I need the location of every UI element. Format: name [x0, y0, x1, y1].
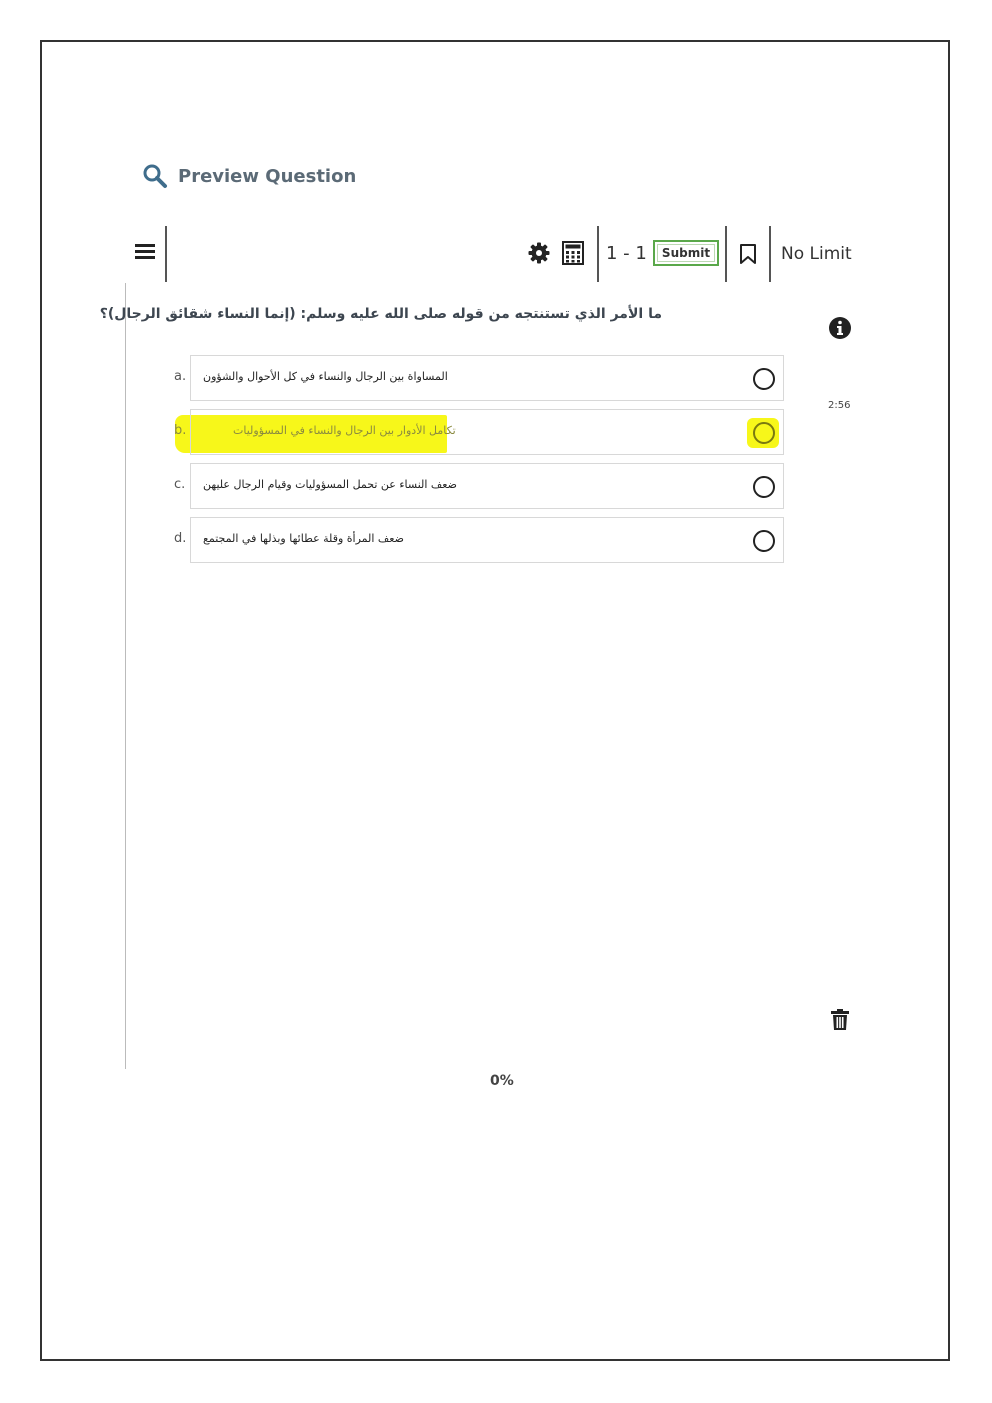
option-letter: b.: [174, 423, 187, 438]
option-letter: a.: [174, 369, 187, 384]
hamburger-icon[interactable]: [134, 240, 156, 266]
answer-option-c[interactable]: [172, 463, 784, 509]
radio-button[interactable]: [753, 368, 775, 390]
option-text: المساواة بين الرجال والنساء في كل الأحوال والشؤون: [203, 370, 448, 383]
radio-button[interactable]: [753, 530, 775, 552]
option-letter: d.: [174, 531, 187, 546]
option-letter: c.: [174, 477, 186, 492]
content-left-border: [125, 283, 126, 1069]
gear-icon[interactable]: [528, 242, 550, 268]
toolbar-divider: [725, 226, 727, 282]
option-box[interactable]: [190, 463, 784, 509]
option-box[interactable]: [190, 517, 784, 563]
option-text: ضعف النساء عن تحمل المسؤوليات وقيام الرجال عليهن: [203, 478, 457, 491]
trash-icon[interactable]: [830, 1009, 850, 1035]
time-limit-label: No Limit: [781, 244, 852, 264]
option-text: ضعف المرأة وقلة عطائها وبذلها في المجتمع: [203, 532, 404, 545]
question-text: ما الأمر الذي تستنتجه من قوله صلى الله عليه وسلم: (إنما النساء شقائق الرجال)؟: [99, 306, 662, 322]
page-header: [142, 163, 356, 189]
radio-button[interactable]: [753, 476, 775, 498]
toolbar-divider: [165, 226, 167, 282]
submit-button[interactable]: Submit: [653, 240, 719, 266]
search-icon: [142, 163, 168, 189]
toolbar-divider: [597, 226, 599, 282]
bookmark-icon[interactable]: [739, 244, 757, 268]
option-box[interactable]: [190, 355, 784, 401]
answer-option-a[interactable]: [172, 355, 784, 401]
radio-button[interactable]: [753, 422, 775, 444]
question-counter: 1 - 1: [606, 243, 647, 264]
answer-option-d[interactable]: [172, 517, 784, 563]
page-title: Preview Question: [178, 165, 357, 187]
option-box[interactable]: [190, 409, 784, 455]
answer-option-b[interactable]: [172, 409, 784, 455]
calculator-icon[interactable]: [562, 241, 584, 269]
timer: 2:56: [828, 400, 851, 411]
option-text: تكامل الأدوار بين الرجال والنساء في المسؤوليات: [233, 424, 456, 437]
toolbar-divider: [769, 226, 771, 282]
info-icon[interactable]: [828, 316, 852, 344]
progress-label: 0%: [490, 1073, 514, 1089]
page-frame: [40, 40, 950, 1361]
